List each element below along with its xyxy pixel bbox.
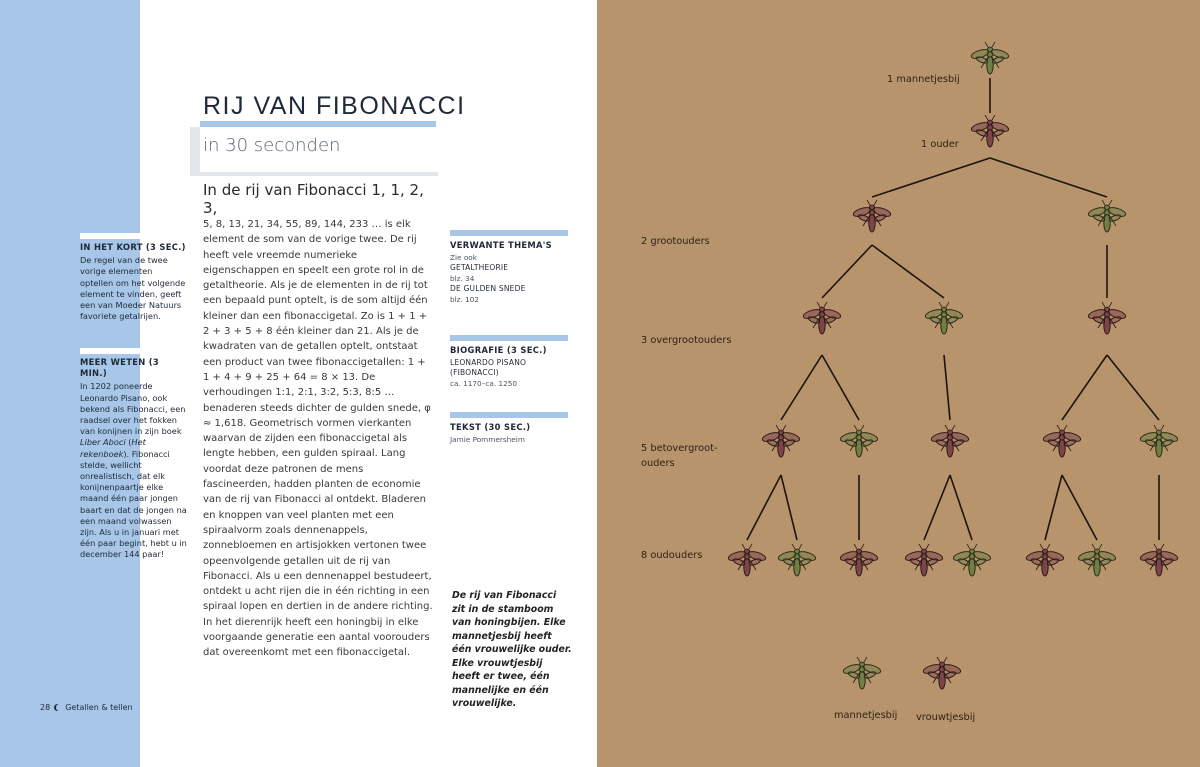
male-bee-icon xyxy=(1087,200,1126,232)
female-bee-icon xyxy=(1087,302,1126,334)
meer-weten-p1: In 1202 poneerde Leonardo Pisano, ook bekend als Fibonacci, een raadsel over het fokken van konijnen in zijn boek xyxy=(80,381,186,437)
female-bee-icon xyxy=(970,115,1009,147)
male-bee-icon xyxy=(970,42,1009,74)
related-see-also: Zie ook xyxy=(450,252,477,262)
text-heading: TEKST (30 SEC.) xyxy=(450,422,531,432)
text-rule xyxy=(450,412,568,418)
page-subtitle: in 30 seconden xyxy=(203,135,341,156)
in-het-kort-heading: IN HET KORT (3 SEC.) xyxy=(80,242,186,252)
female-bee-icon xyxy=(1042,425,1081,457)
page-footer xyxy=(40,703,133,712)
female-bee-icon xyxy=(904,544,943,576)
legend-male-label: mannetjesbij xyxy=(834,710,898,721)
section-name: Getallen & tellen xyxy=(65,703,133,712)
half-moon-icon xyxy=(54,704,61,711)
male-bee-icon xyxy=(952,544,991,576)
main-article xyxy=(203,181,433,661)
meer-weten-book-title-nl: Het rekenboek xyxy=(80,437,146,459)
related-page-1: blz. 34 xyxy=(450,273,475,283)
female-bee-icon xyxy=(839,544,878,576)
meer-weten-p2: ( xyxy=(125,437,132,448)
bee-family-tree xyxy=(597,0,1200,767)
label-gen0: 1 mannetjesbij xyxy=(887,74,960,85)
label-gen2: 2 grootouders xyxy=(641,236,710,247)
right-page xyxy=(597,0,1200,767)
text-author: Jamie Pommersheim xyxy=(450,434,525,444)
female-bee-icon xyxy=(1025,544,1064,576)
related-theme-1: GETALTHEORIE xyxy=(450,263,509,272)
male-bee-icon xyxy=(842,657,881,689)
meer-weten-heading: MEER WETEN (3 MIN.) xyxy=(80,357,160,379)
female-bee-icon xyxy=(761,425,800,457)
page-title: RIJ VAN FIBONACCI xyxy=(203,92,466,120)
male-bee-icon xyxy=(839,425,878,457)
male-bee-icon xyxy=(1077,544,1116,576)
female-bee-icon xyxy=(930,425,969,457)
related-themes-block xyxy=(450,230,568,305)
meer-weten-p3: ). Fibonacci stelde, wellicht onrealistisch, dat elk konijnenpaartje elke maand één paar jongen baart en dat de jongen na een maand volwassen zijn. Als u in januari met één paar begint, hebt u in december 144 paar! xyxy=(80,448,187,560)
related-heading: VERWANTE THEMA'S xyxy=(450,240,553,250)
label-gen4-line1: 5 betovergroot- xyxy=(641,443,718,454)
in-het-kort-block xyxy=(80,233,188,322)
left-page xyxy=(0,0,597,767)
label-gen3: 3 overgrootouders xyxy=(641,335,732,346)
female-bee-icon xyxy=(802,302,841,334)
label-gen4-line2: ouders xyxy=(641,458,675,469)
meer-weten-block xyxy=(80,348,188,561)
bee-gen5 xyxy=(727,544,1178,576)
label-gen1: 1 ouder xyxy=(921,139,959,150)
subtitle-rule xyxy=(190,172,438,176)
article-lead: In de rij van Fibonacci 1, 1, 2, 3, xyxy=(203,181,424,217)
article-body: 5, 8, 13, 21, 34, 55, 89, 144, 233 … is elk element de som van de vorige twee. De rij heeft vele vreemde numerieke eigenschappen en speelt een grote rol in de getaltheorie. Als je de elementen in de rij tot een bepaald punt optelt, is de som altijd één kleiner dan een fibonaccigetal. Zo is 1 + 1 + 2 + 3 + 5 + 8 één kleiner dan 21. Als je de kwadraten van de getallen optelt, ontstaat een product van twee fibonaccigetallen: 1 + 1 + 4 + 9 + 25 + 64 = 8 × 13. De verhoudingen 1:1, 2:1, 3:2, 5:3, 8:5 … benaderen steeds dichter de gulden snede, φ ≈ 1,618. Geometrisch vormen vierkanten waarvan de zijden een fibonaccigetal als lengte hebben, een gulden spiraal. Lang voordat deze patronen de mens fascineerden, hadden planten de economie van de rij van Fibonacci al ontdekt. Bladeren en knoppen van veel planten met een spiraalvorm zoals dennenappels, zonnebloemen en artisjokken vertonen twee opeenvolgende getallen uit de rij van Fibonacci. Als u een dennenappel bestudeert, ontdekt u acht rijen die in één richting in een spiraal lopen en dertien in de andere richting. In het dierenrijk heeft een honingbij in elke voorgaande generatie een aantal voorouders dat overeenkomt met een fibonaccigetal. xyxy=(203,219,433,659)
bee-gen3 xyxy=(802,302,1126,334)
bio-name: LEONARDO PISANO xyxy=(450,357,527,367)
male-bee-icon xyxy=(777,544,816,576)
related-theme-2: DE GULDEN SNEDE xyxy=(450,284,526,293)
bee-gen4 xyxy=(761,425,1178,457)
text-credit-block xyxy=(450,412,568,445)
meer-weten-text xyxy=(80,381,188,560)
bee-gen0 xyxy=(970,42,1009,74)
label-gen5: 8 oudouders xyxy=(641,550,703,561)
female-bee-icon xyxy=(852,200,891,232)
page-number: 28 xyxy=(40,703,51,712)
bio-dates: ca. 1170–ca. 1250 xyxy=(450,378,518,388)
bee-gen2 xyxy=(852,200,1126,232)
meer-weten-rule xyxy=(80,348,188,354)
bio-heading: BIOGRAFIE (3 SEC.) xyxy=(450,345,547,355)
in-het-kort-rule xyxy=(80,233,188,239)
related-rule xyxy=(450,230,568,236)
bio-rule xyxy=(450,335,568,341)
meer-weten-book-title: Liber Aboci xyxy=(80,437,126,448)
male-bee-icon xyxy=(1139,425,1178,457)
in-het-kort-text: De regel van de twee vorige elementen optellen om het volgende element te vinden, geeft een van Moeder Natuurs favoriete getalrijen. xyxy=(80,255,186,322)
female-bee-icon xyxy=(1139,544,1178,576)
female-bee-icon xyxy=(922,657,961,689)
legend-female-label: vrouwtjesbij xyxy=(916,712,976,723)
bee-legend xyxy=(842,657,961,689)
related-page-2: blz. 102 xyxy=(450,294,480,304)
bee-gen1 xyxy=(970,115,1009,147)
female-bee-icon xyxy=(727,544,766,576)
figure-caption: De rij van Fibonacci zit in de stamboom van honingbijen. Elke mannetjesbij heeft één vrouwelijke ouder. Elke vrouwtjesbij heeft er twee, één mannelijke en één vrouwelijke. xyxy=(452,590,572,709)
bio-alias: (FIBONACCI) xyxy=(450,368,499,377)
biography-block xyxy=(450,335,568,389)
male-bee-icon xyxy=(924,302,963,334)
label-gen4 xyxy=(641,443,718,469)
